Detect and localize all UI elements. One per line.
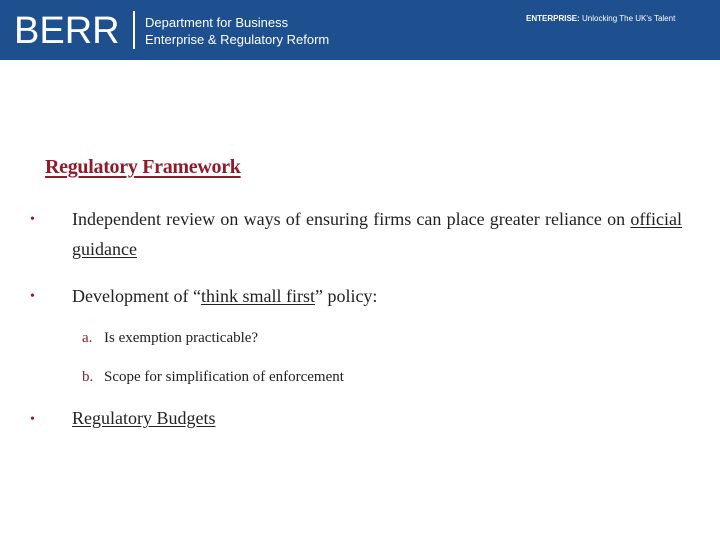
bullet-2-text-before: Development of “ bbox=[72, 286, 201, 306]
tagline-rest: Unlocking The UK's Talent bbox=[579, 14, 676, 23]
bullet-marker-3: • bbox=[30, 412, 35, 427]
slide-title: Regulatory Framework bbox=[45, 156, 241, 178]
bullet-item-2 bbox=[72, 281, 682, 311]
bullet-2-text-after: ” policy: bbox=[314, 286, 378, 306]
think-small-first-link[interactable]: think small first bbox=[200, 286, 315, 306]
sub-item-marker-b: b. bbox=[82, 369, 94, 385]
sub-item-marker-a: a. bbox=[82, 330, 93, 346]
sub-item-text-a: Is exemption practicable? bbox=[104, 330, 259, 346]
logo-divider bbox=[133, 11, 135, 49]
bullet-marker-1: • bbox=[30, 212, 35, 227]
tagline-strong: ENTERPRISE: bbox=[526, 14, 580, 23]
department-line-2: Enterprise & Regulatory Reform bbox=[145, 32, 330, 47]
sub-item-text-b: Scope for simplification of enforcement bbox=[104, 369, 344, 385]
department-line-1: Department for Business bbox=[145, 15, 289, 30]
bullet-item-3 bbox=[72, 403, 682, 433]
berr-logo: BERR bbox=[14, 10, 120, 52]
official-guidance-link[interactable]: official guidance bbox=[72, 209, 682, 259]
bullet-1-text: Independent review on ways of ensuring firms can place greater reliance on bbox=[72, 209, 631, 229]
regulatory-budgets-link[interactable]: Regulatory Budgets bbox=[72, 408, 216, 428]
department-name bbox=[145, 14, 329, 48]
header-bar bbox=[0, 0, 720, 60]
bullet-marker-2: • bbox=[30, 289, 35, 304]
bullet-item-1 bbox=[72, 204, 682, 264]
tagline bbox=[526, 14, 675, 24]
